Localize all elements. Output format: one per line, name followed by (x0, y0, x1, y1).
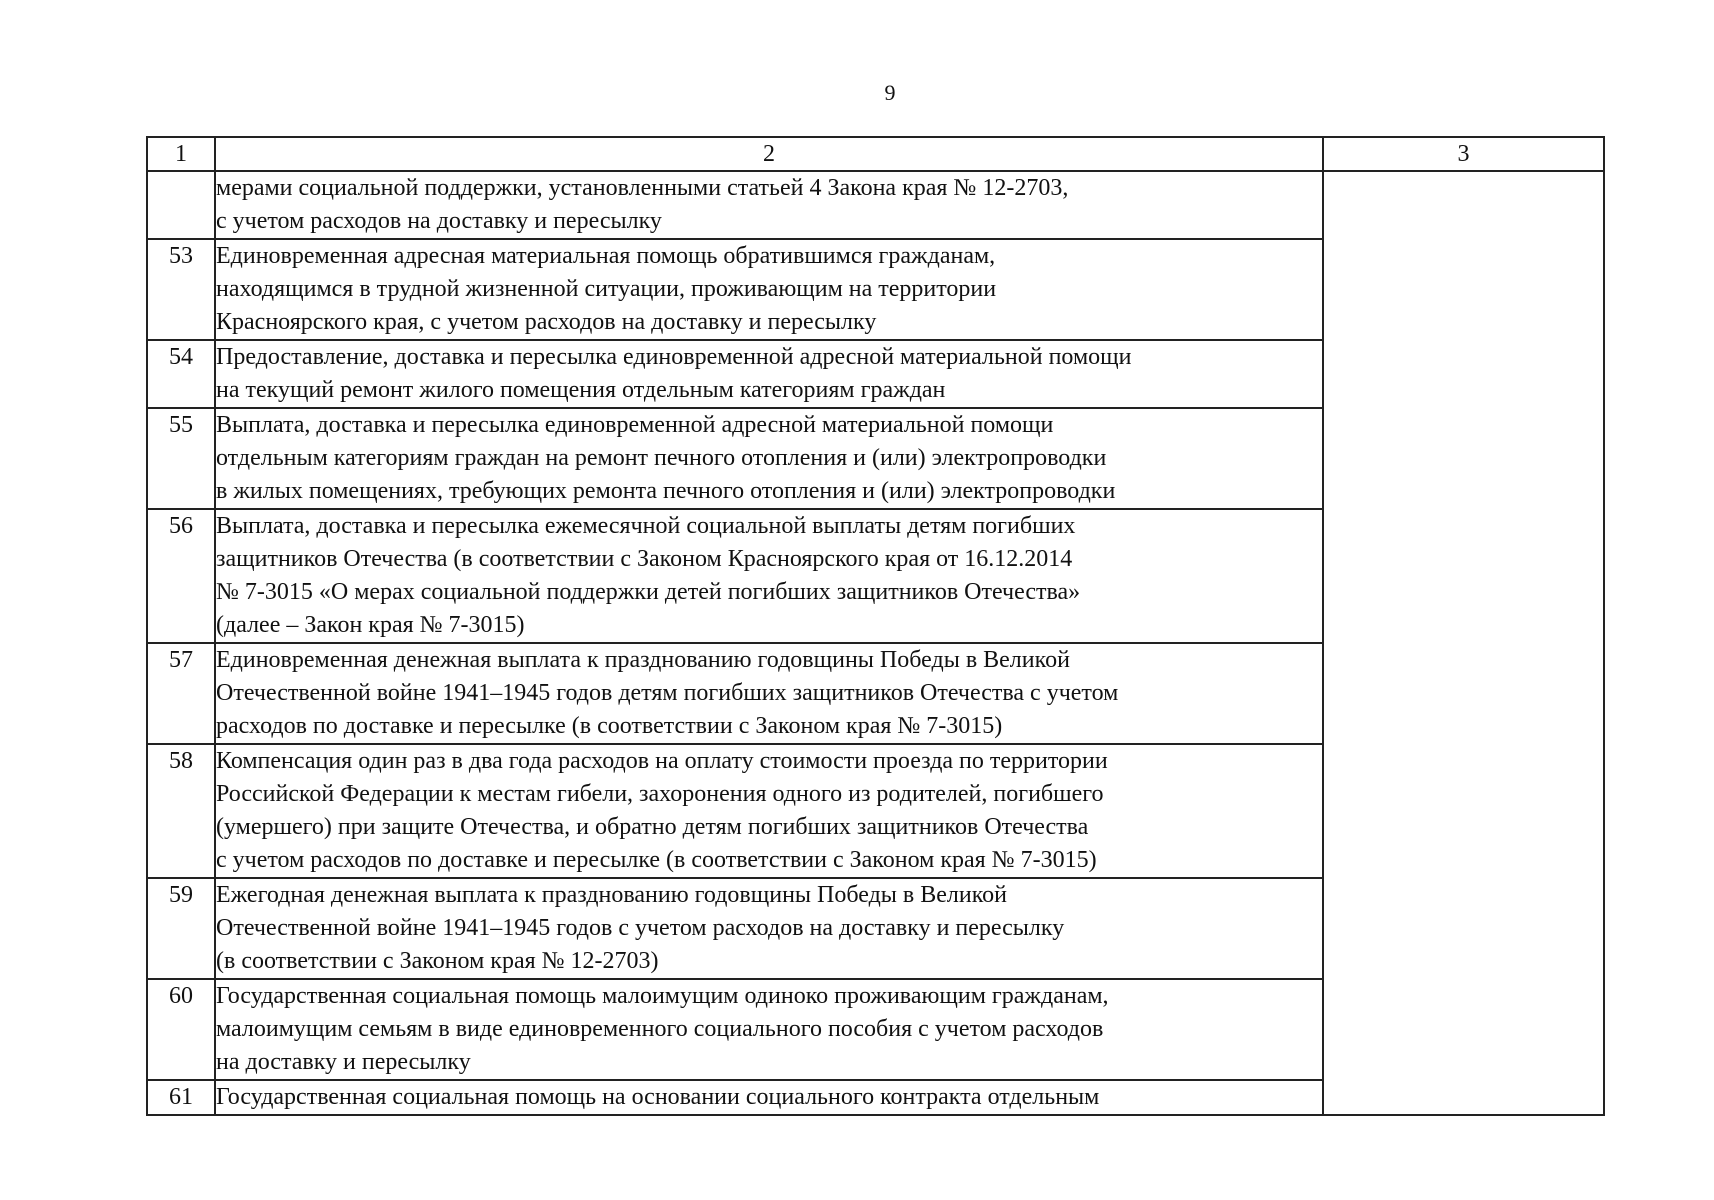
row-text: Предоставление, доставка и пересылка единовременной адресной материальной помощи на текущий ремонт жилого помещения отдельным категориям граждан (215, 340, 1323, 408)
header-col-1: 1 (147, 137, 215, 171)
row-number: 59 (147, 878, 215, 979)
header-col-3: 3 (1323, 137, 1604, 171)
header-col-2: 2 (215, 137, 1323, 171)
row-text: Компенсация один раз в два года расходов на оплату стоимости проезда по территории Российской Федерации к местам гибели, захоронения одного из родителей, погибшего (умершего) при защите Отечества, и обратно детям погибших защитников Отечества с учетом расходов по доставке и пересылке (в соответствии с Законом края № 7-3015) (215, 744, 1323, 878)
row-number: 53 (147, 239, 215, 340)
document-table (146, 136, 1605, 1116)
row-text: Единовременная адресная материальная помощь обратившимся гражданам, находящимся в трудной жизненной ситуации, проживающим на территории Красноярского края, с учетом расходов на доставку и пересылку (215, 239, 1323, 340)
row-text: Выплата, доставка и пересылка ежемесячной социальной выплаты детям погибших защитников Отечества (в соответствии с Законом Красноярского края от 16.12.2014 № 7-3015 «О мерах социальной поддержки детей погибших защитников Отечества» (далее – Закон края № 7-3015) (215, 509, 1323, 643)
row-text: Единовременная денежная выплата к празднованию годовщины Победы в Великой Отечественной войне 1941–1945 годов детям погибших защитников Отечества с учетом расходов по доставке и пересылке (в соответствии с Законом края № 7-3015) (215, 643, 1323, 744)
row-number: 55 (147, 408, 215, 509)
row-text: мерами социальной поддержки, установленными статьей 4 Закона края № 12-2703, с учетом расходов на доставку и пересылку (215, 171, 1323, 239)
row-text: Государственная социальная помощь малоимущим одиноко проживающим гражданам, малоимущим семьям в виде единовременного социального пособия с учетом расходов на доставку и пересылку (215, 979, 1323, 1080)
row-number: 56 (147, 509, 215, 643)
table-row (147, 171, 1604, 239)
row-text: Выплата, доставка и пересылка единовременной адресной материальной помощи отдельным категориям граждан на ремонт печного отопления и (или) электропроводки в жилых помещениях, требующих ремонта печного отопления и (или) электропроводки (215, 408, 1323, 509)
row-number: 61 (147, 1080, 215, 1115)
row-text: Государственная социальная помощь на основании социального контракта отдельным (215, 1080, 1323, 1115)
page-number: 9 (884, 80, 896, 105)
row-number: 58 (147, 744, 215, 878)
row-number: 60 (147, 979, 215, 1080)
table-header-row (147, 137, 1604, 171)
row-number: 54 (147, 340, 215, 408)
row-number (147, 171, 215, 239)
row-text: Ежегодная денежная выплата к празднованию годовщины Победы в Великой Отечественной войне 1941–1945 годов с учетом расходов на доставку и пересылку (в соответствии с Законом края № 12-2703) (215, 878, 1323, 979)
row-number: 57 (147, 643, 215, 744)
column-3-cell (1323, 171, 1604, 1115)
